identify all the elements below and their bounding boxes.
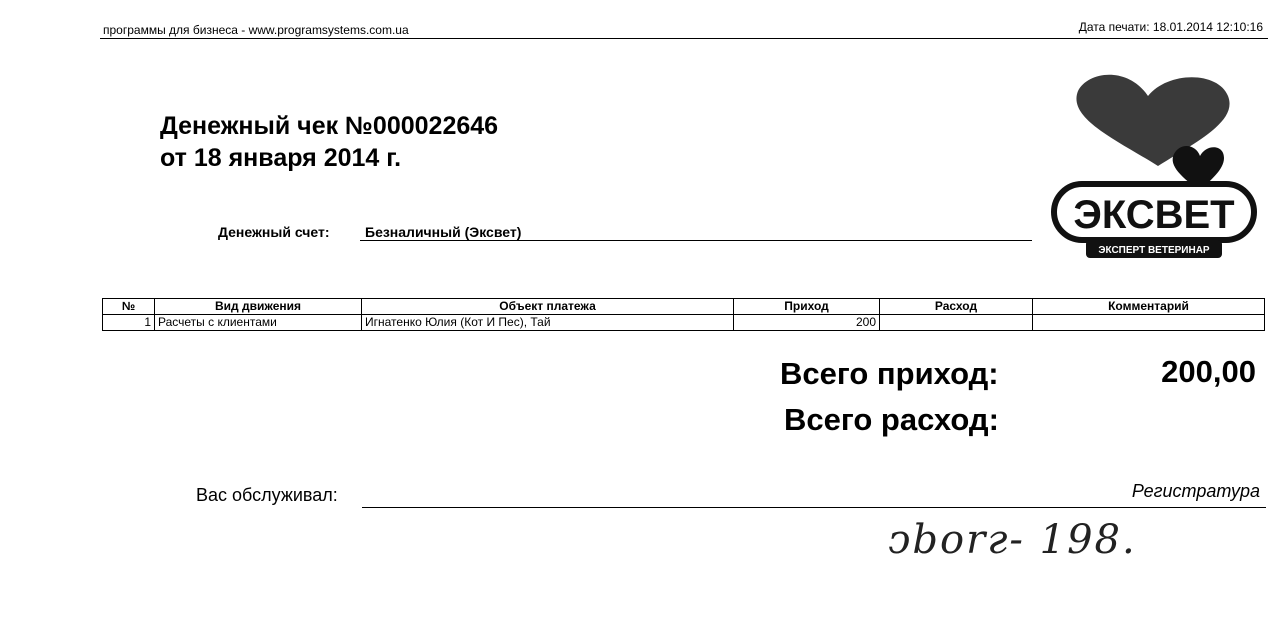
handwritten-note: ↄborг- 198. xyxy=(888,517,1137,563)
account-underline xyxy=(360,240,1032,241)
table-header-row xyxy=(103,299,1265,315)
col-header-income: Приход xyxy=(734,299,880,315)
account-label: Денежный счет: xyxy=(218,224,330,240)
col-header-expense: Расход xyxy=(880,299,1033,315)
account-value: Безналичный (Эксвет) xyxy=(365,224,522,240)
cell-income: 200 xyxy=(734,315,880,331)
table-row xyxy=(103,315,1265,331)
logo-text: ЭКСВЕТ xyxy=(1073,193,1235,237)
col-header-num: № xyxy=(103,299,155,315)
movements-table xyxy=(102,298,1265,331)
total-income-label: Всего приход: xyxy=(780,356,999,391)
header-divider xyxy=(100,38,1268,39)
header-left-text: программы для бизнеса - www.programsystems.com.ua xyxy=(103,23,409,37)
document-title-line2: от 18 января 2014 г. xyxy=(160,144,402,172)
col-header-movement: Вид движения xyxy=(155,299,362,315)
col-header-comment: Комментарий xyxy=(1033,299,1265,315)
document-title xyxy=(160,110,498,174)
served-by-underline xyxy=(362,507,1266,508)
col-header-object: Объект платежа xyxy=(362,299,734,315)
served-by-label: Вас обслуживал: xyxy=(196,485,338,505)
total-income-value: 200,00 xyxy=(1161,354,1256,389)
logo-subtitle: ЭКСПЕРТ ВЕТЕРИНАР xyxy=(1098,245,1210,256)
cell-object: Игнатенко Юлия (Кот И Пес), Тай xyxy=(362,315,734,331)
served-by-value: Регистратура xyxy=(1131,481,1260,501)
document-title-line1: Денежный чек №000022646 xyxy=(160,112,499,140)
print-date: Дата печати: 18.01.2014 12:10:16 xyxy=(1078,20,1263,34)
exvet-logo xyxy=(1048,66,1260,266)
cell-comment xyxy=(1033,315,1265,331)
cell-movement: Расчеты с клиентами xyxy=(155,315,362,331)
cell-num: 1 xyxy=(103,315,155,331)
total-expense-label: Всего расход: xyxy=(784,402,999,437)
cell-expense xyxy=(880,315,1033,331)
